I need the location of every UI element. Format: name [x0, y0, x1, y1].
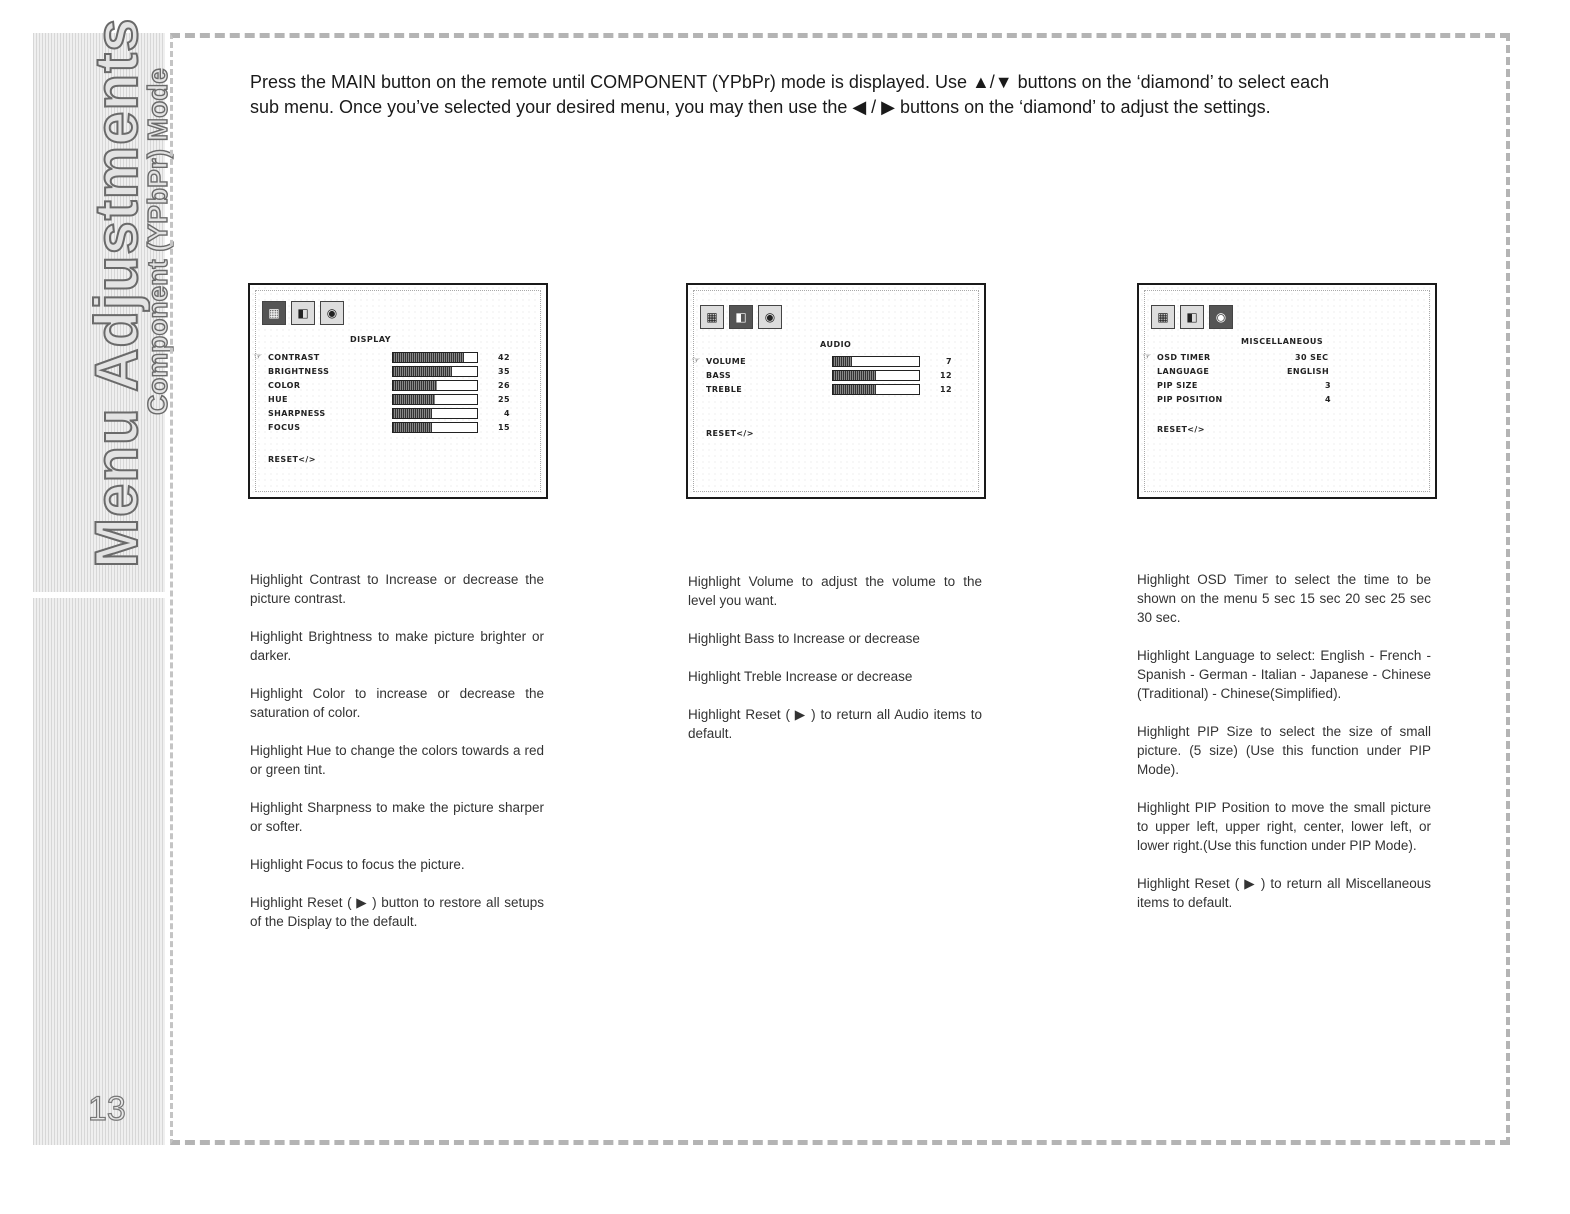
intro-paragraph [250, 70, 1475, 120]
osd-row-value: 4 [504, 409, 510, 418]
audio-tab-icon[interactable]: ◧ [1180, 305, 1204, 329]
audio-menu-screen [686, 283, 986, 499]
audio-tab-icon[interactable]: ◧ [729, 305, 753, 329]
osd-bar-fill [393, 423, 432, 432]
osd-row[interactable] [250, 365, 546, 379]
misc-desc-pip-size: Highlight PIP Size to select the size of small picture. (5 size) (Use this function under PIP Mode). [1137, 724, 1431, 777]
misc-desc-reset: Highlight Reset ( ▶ ) to return all Miscellaneous items to default. [1137, 876, 1431, 910]
osd-row[interactable] [688, 355, 984, 369]
osd-row-value: 4 [1325, 395, 1331, 404]
osd-reset-label: RESET</> [1157, 425, 1205, 434]
osd-row-label: TREBLE [706, 385, 743, 394]
osd-row-label: SHARPNESS [268, 409, 326, 418]
misc-desc-language: Highlight Language to select: English - French - Spanish - German - Italian - Japanese - Chinese (Traditional) - Chinese(Simplified). [1137, 648, 1431, 701]
sidebar-title-block [82, 17, 173, 568]
osd-reset-row[interactable] [1139, 423, 1435, 437]
display-description [250, 570, 544, 950]
misc-menu-title: MISCELLANEOUS [1241, 337, 1324, 346]
osd-reset-label: RESET</> [268, 455, 316, 464]
osd-row-value: ENGLISH [1287, 367, 1330, 376]
osd-bar-fill [393, 381, 437, 390]
osd-row-bar [392, 380, 478, 391]
osd-row-bar [392, 408, 478, 419]
osd-row[interactable] [1139, 393, 1435, 407]
osd-tab-icons [262, 301, 344, 325]
sidebar-divider [33, 592, 165, 598]
osd-row-label: COLOR [268, 381, 301, 390]
osd-row[interactable] [1139, 351, 1435, 365]
osd-bar-fill [393, 367, 452, 376]
osd-row-label: FOCUS [268, 423, 301, 432]
audio-desc-treble: Highlight Treble Increase or decrease [688, 669, 913, 684]
osd-row-label: HUE [268, 395, 288, 404]
osd-row[interactable] [688, 369, 984, 383]
osd-row[interactable] [1139, 379, 1435, 393]
audio-description [688, 572, 982, 762]
display-desc-reset: Highlight Reset ( ▶ ) button to restore all setups of the Display to the default. [250, 895, 544, 929]
osd-row-value: 26 [498, 381, 510, 390]
intro-line-2: sub menu. Once you’ve selected your desired menu, you may then use the ◀ / ▶ buttons on the ‘diamond’ to adjust the settings. [250, 97, 1271, 117]
osd-row-label: PIP SIZE [1157, 381, 1198, 390]
osd-row-value: 42 [498, 353, 510, 362]
osd-row-bar [392, 422, 478, 433]
osd-row-bar [392, 366, 478, 377]
osd-row-label: CONTRAST [268, 353, 320, 362]
osd-row-label: BASS [706, 371, 732, 380]
misc-desc-osd-timer: Highlight OSD Timer to select the time to be shown on the menu 5 sec 15 sec 20 sec 25 sec 30 sec. [1137, 572, 1431, 625]
osd-row[interactable] [250, 379, 546, 393]
intro-line-1: Press the MAIN button on the remote until COMPONENT (YPbPr) mode is displayed. Use ▲/▼ buttons on the ‘diamond’ to select each [250, 72, 1330, 92]
display-menu-title: DISPLAY [350, 335, 392, 344]
misc-tab-icon[interactable]: ◉ [320, 301, 344, 325]
osd-row-bar [832, 370, 920, 381]
osd-row-value: 3 [1325, 381, 1331, 390]
osd-row[interactable] [250, 407, 546, 421]
osd-row[interactable] [1139, 365, 1435, 379]
osd-bar-fill [393, 353, 464, 362]
osd-bar-fill [393, 395, 435, 404]
misc-desc-pip-position: Highlight PIP Position to move the small picture to upper left, upper right, center, lower left, or lower right.(Use this function under PIP Mode). [1137, 800, 1431, 853]
audio-desc-bass: Highlight Bass to Increase or decrease [688, 631, 920, 646]
audio-tab-icon[interactable]: ◧ [291, 301, 315, 325]
misc-menu-screen [1137, 283, 1437, 499]
osd-row-value: 15 [498, 423, 510, 432]
display-menu-screen [248, 283, 548, 499]
display-desc-color: Highlight Color to increase or decrease the saturation of color. [250, 686, 544, 720]
display-desc-contrast: Highlight Contrast to Increase or decrease the picture contrast. [250, 572, 544, 606]
misc-tab-icon[interactable]: ◉ [1209, 305, 1233, 329]
display-desc-brightness: Highlight Brightness to make picture brighter or darker. [250, 629, 544, 663]
osd-row[interactable] [250, 393, 546, 407]
osd-row-value: 12 [940, 385, 952, 394]
pointer-icon: ☞ [254, 352, 263, 362]
osd-bar-fill [833, 385, 876, 394]
osd-tab-icons [1151, 305, 1233, 329]
audio-menu-title: AUDIO [820, 340, 852, 349]
pointer-icon: ☞ [1143, 352, 1152, 362]
display-tab-icon[interactable]: ▦ [1151, 305, 1175, 329]
misc-description [1137, 570, 1431, 931]
osd-bar-fill [833, 371, 876, 380]
osd-row-bar [832, 384, 920, 395]
osd-reset-row[interactable] [250, 453, 546, 467]
osd-reset-label: RESET</> [706, 429, 754, 438]
osd-row-value: 7 [946, 357, 952, 366]
osd-row-bar [832, 356, 920, 367]
page-number: 13 [88, 1090, 126, 1128]
page-title: Menu Adjustments [83, 17, 150, 568]
osd-row-label: VOLUME [706, 357, 746, 366]
osd-row[interactable] [688, 383, 984, 397]
osd-bar-fill [833, 357, 852, 366]
osd-row-value: 30 SEC [1295, 353, 1329, 362]
page-subtitle: Component (YPbPr) Mode [142, 68, 173, 415]
display-tab-icon[interactable]: ▦ [700, 305, 724, 329]
osd-row-label: OSD TIMER [1157, 353, 1211, 362]
display-desc-sharpness: Highlight Sharpness to make the picture sharper or softer. [250, 800, 544, 834]
osd-row[interactable] [250, 421, 546, 435]
misc-tab-icon[interactable]: ◉ [758, 305, 782, 329]
osd-row-label: BRIGHTNESS [268, 367, 330, 376]
display-desc-hue: Highlight Hue to change the colors towards a red or green tint. [250, 743, 544, 777]
osd-reset-row[interactable] [688, 427, 984, 441]
osd-bar-fill [393, 409, 432, 418]
osd-row-bar [392, 394, 478, 405]
pointer-icon: ☞ [692, 356, 701, 366]
osd-row-label: LANGUAGE [1157, 367, 1210, 376]
osd-row-label: PIP POSITION [1157, 395, 1223, 404]
osd-row[interactable] [250, 351, 546, 365]
osd-tab-icons [700, 305, 782, 329]
display-tab-icon[interactable]: ▦ [262, 301, 286, 325]
audio-desc-reset: Highlight Reset ( ▶ ) to return all Audio items to default. [688, 707, 982, 741]
osd-row-value: 25 [498, 395, 510, 404]
display-desc-focus: Highlight Focus to focus the picture. [250, 857, 465, 872]
osd-row-bar [392, 352, 478, 363]
audio-desc-volume: Highlight Volume to adjust the volume to the level you want. [688, 574, 982, 608]
osd-row-value: 12 [940, 371, 952, 380]
osd-row-value: 35 [498, 367, 510, 376]
